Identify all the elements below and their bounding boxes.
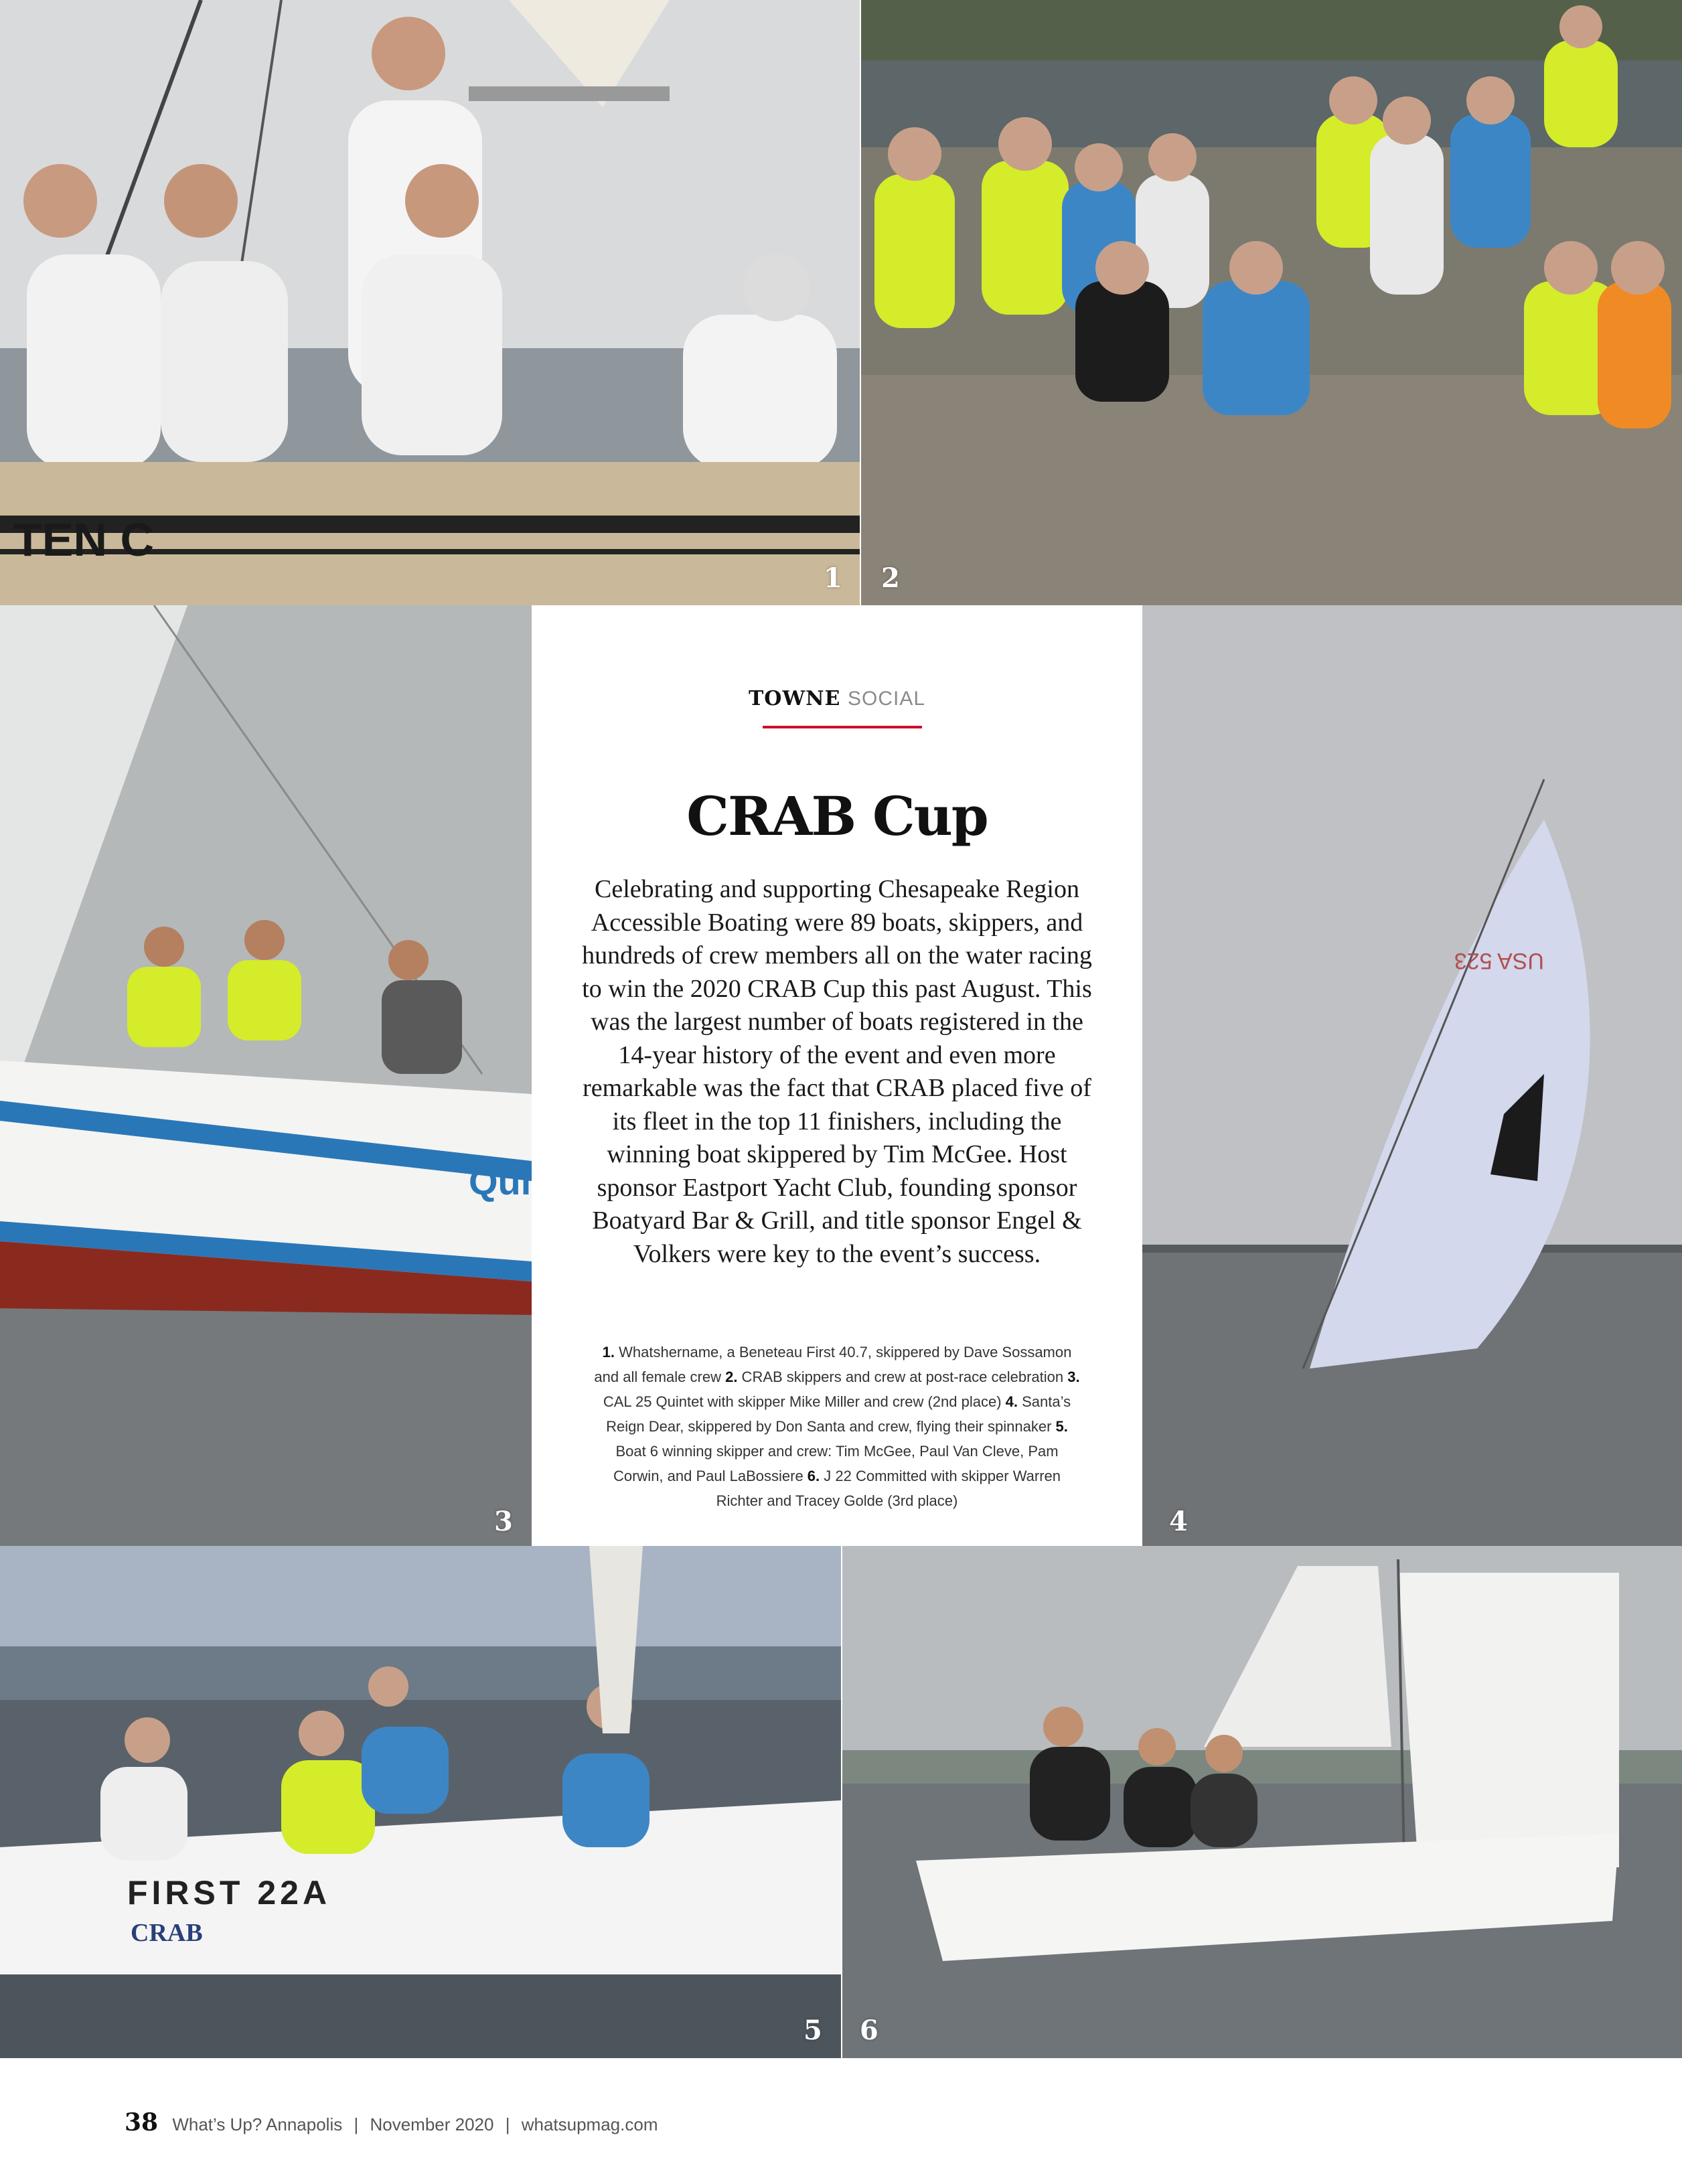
article-body: Celebrating and supporting Chesapeake Region Accessible Boating were 89 boats, skippers, and hundreds of crew members all on the water racing to win the 2020 CRAB Cup this past August. This was the largest number of boats registered in the 14-year history of the event and even more remarkable was the fact that CRAB placed five of its fleet in the top 11 finishers, including the winning boat skippered by Tim McGee. Host sponsor Eastport Yacht Club, founding sponsor Boatyard Bar & Grill, and title sponsor Engel & Volkers were key to the event’s success. bbox=[582, 875, 1092, 1268]
caption-4-number: 4. bbox=[1005, 1393, 1018, 1410]
photo-5-logo-text: CRAB bbox=[131, 1919, 203, 1947]
photo-captions bbox=[589, 1340, 1085, 1513]
page-footer bbox=[125, 2108, 658, 2136]
caption-2-text: CRAB skippers and crew at post-race celebration bbox=[737, 1369, 1068, 1385]
caption-1-text: Whatshername, a Beneteau First 40.7, skippered by Dave Sossamon and all female crew bbox=[594, 1344, 1072, 1385]
photo-2-number: 2 bbox=[881, 562, 900, 594]
caption-1-number: 1. bbox=[602, 1344, 615, 1360]
photo-5-hull-text: FIRST 22A bbox=[127, 1874, 331, 1912]
photo-4-sail-text: USA 523 bbox=[1454, 948, 1544, 973]
caption-5-number: 5. bbox=[1055, 1418, 1068, 1435]
article-headline: CRAB Cup bbox=[686, 785, 988, 848]
caption-2-number: 2. bbox=[725, 1369, 738, 1385]
photo-3-quintet bbox=[0, 605, 532, 1546]
photo-5-number: 5 bbox=[804, 2015, 822, 2046]
photo-1-hull-text: TEN C bbox=[13, 514, 154, 566]
photo-6-committed bbox=[842, 1546, 1682, 2058]
website-link[interactable]: whatsupmag.com bbox=[521, 2114, 658, 2134]
photo-1-whatshername-crew bbox=[0, 0, 860, 605]
footer-separator: | bbox=[354, 2114, 359, 2134]
section-label-light: SOCIAL bbox=[847, 688, 926, 710]
caption-3-text: CAL 25 Quintet with skipper Mike Miller and crew (2nd place) bbox=[603, 1393, 1006, 1410]
photo-6-number: 6 bbox=[860, 2015, 878, 2046]
section-label bbox=[532, 687, 1142, 710]
section-rule bbox=[763, 726, 922, 728]
photo-3-number: 3 bbox=[494, 1506, 513, 1537]
section-label-bold: TOWNE bbox=[748, 687, 841, 710]
caption-6-number: 6. bbox=[807, 1468, 820, 1484]
photo-1-number: 1 bbox=[824, 562, 842, 594]
caption-6-text: J 22 Committed with skipper Warren Richter and Tracey Golde (3rd place) bbox=[716, 1468, 1061, 1509]
article-text-panel bbox=[532, 605, 1142, 1546]
caption-5-text: Boat 6 winning skipper and crew: Tim McGee, Paul Van Cleve, Pam Corwin, and Paul LaBossiere bbox=[613, 1443, 1059, 1484]
publication-name: What’s Up? Annapolis bbox=[172, 2114, 343, 2134]
caption-4-text: Santa’s Reign Dear, skippered by Don Santa and crew, flying their spinnaker bbox=[606, 1393, 1071, 1435]
page-number: 38 bbox=[125, 2108, 159, 2136]
footer-separator: | bbox=[505, 2114, 510, 2134]
caption-3-number: 3. bbox=[1067, 1369, 1080, 1385]
photo-4-number: 4 bbox=[1169, 1506, 1188, 1537]
photo-3-hull-text: Qui bbox=[469, 1160, 532, 1202]
issue-date: November 2020 bbox=[370, 2114, 494, 2134]
photo-5-first-22a bbox=[0, 1546, 841, 2058]
photo-4-santas-reign-dear bbox=[1142, 605, 1682, 1546]
photo-2-crab-group bbox=[861, 0, 1682, 605]
